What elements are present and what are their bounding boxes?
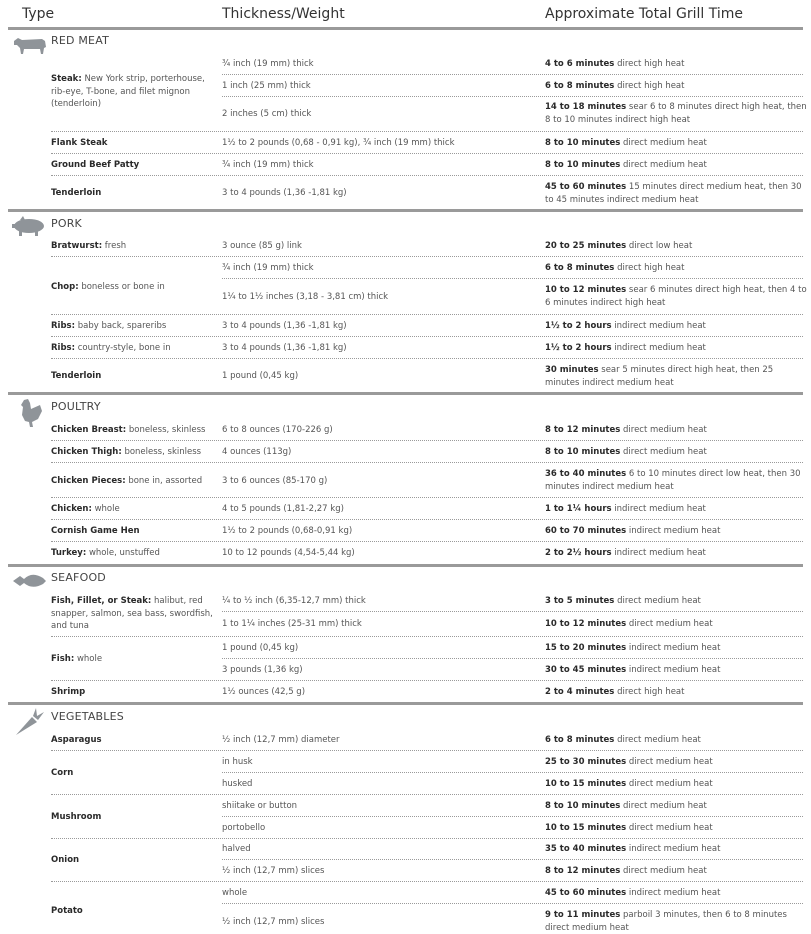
thickness-column-header: Thickness/Weight <box>222 6 345 22</box>
type-cell: Ribs: country-style, bone in <box>51 343 171 353</box>
fish-icon <box>10 568 48 594</box>
thickness-cell: 1 inch (25 mm) thick <box>222 81 311 91</box>
row-separator <box>51 541 803 542</box>
thickness-cell: ¾ inch (19 mm) thick <box>222 263 314 273</box>
row-separator <box>51 680 803 681</box>
row-separator <box>51 519 803 520</box>
section-title-poultry: POULTRY <box>51 400 101 413</box>
thickness-cell: 6 to 8 ounces (170-226 g) <box>222 425 333 435</box>
thickness-cell: 4 to 5 pounds (1,81-2,27 kg) <box>222 504 344 514</box>
thickness-cell: ¼ to ½ inch (6,35-12,7 mm) thick <box>222 596 366 606</box>
row-separator <box>51 314 803 315</box>
row-separator <box>222 658 803 659</box>
thickness-cell: 3 to 4 pounds (1,36 -1,81 kg) <box>222 188 347 198</box>
row-separator <box>51 497 803 498</box>
row-separator <box>51 881 803 882</box>
type-cell: Fish, Fillet, or Steak: halibut, red snapper, salmon, sea bass, swordfish, and tuna <box>51 596 213 632</box>
grill-time-cell: 25 to 30 minutes direct medium heat <box>545 757 713 767</box>
thickness-cell: ½ inch (12,7 mm) diameter <box>222 735 340 745</box>
row-separator <box>51 131 803 132</box>
thickness-cell: shiitake or button <box>222 801 298 811</box>
row-separator <box>51 336 803 337</box>
type-cell: Ground Beef Patty <box>51 160 140 170</box>
section-title-pork: PORK <box>51 217 82 230</box>
grill-time-cell: 6 to 8 minutes direct medium heat <box>545 735 701 745</box>
type-cell: Steak: New York strip, porterhouse, rib-eye, T-bone, and filet mignon (tenderloin) <box>51 74 205 110</box>
grill-time-cell: 8 to 12 minutes direct medium heat <box>545 866 707 876</box>
type-cell: Potato <box>51 906 83 916</box>
section-divider <box>8 209 803 212</box>
section-title-vegetables: VEGETABLES <box>51 710 124 723</box>
thickness-cell: ¾ inch (19 mm) thick <box>222 160 314 170</box>
thickness-cell: 3 pounds (1,36 kg) <box>222 665 303 675</box>
type-cell: Tenderloin <box>51 371 102 381</box>
row-separator <box>51 636 803 637</box>
grill-time-cell: 30 to 45 minutes indirect medium heat <box>545 665 721 675</box>
grill-time-cell: 8 to 10 minutes direct medium heat <box>545 160 707 170</box>
grill-time-cell: 10 to 12 minutes sear 6 minutes direct high heat, then 4 to 6 minutes indirect high heat <box>545 285 807 308</box>
grill-time-cell: 8 to 10 minutes direct medium heat <box>545 138 707 148</box>
grill-time-cell: 8 to 10 minutes direct medium heat <box>545 447 707 457</box>
row-separator <box>51 838 803 839</box>
thickness-cell: 1½ to 2 pounds (0,68-0,91 kg) <box>222 526 353 536</box>
row-separator <box>222 96 803 97</box>
grill-time-cell: 14 to 18 minutes sear 6 to 8 minutes direct high heat, then 8 to 10 minutes indirect high heat <box>545 102 807 125</box>
grill-time-cell: 8 to 12 minutes direct medium heat <box>545 425 707 435</box>
type-cell: Fish: whole <box>51 654 103 664</box>
grill-time-cell: 35 to 40 minutes indirect medium heat <box>545 844 721 854</box>
grill-time-cell: 10 to 15 minutes direct medium heat <box>545 779 713 789</box>
thickness-cell: 1½ to 2 pounds (0,68 - 0,91 kg), ¾ inch (19 mm) thick <box>222 138 455 148</box>
row-separator <box>51 358 803 359</box>
grill-time-cell: 8 to 10 minutes direct medium heat <box>545 801 707 811</box>
grill-time-cell: 4 to 6 minutes direct high heat <box>545 59 685 69</box>
row-separator <box>222 816 803 817</box>
type-cell: Ribs: baby back, spareribs <box>51 321 167 331</box>
row-separator <box>51 750 803 751</box>
row-separator <box>222 278 803 279</box>
thickness-cell: 3 to 4 pounds (1,36 -1,81 kg) <box>222 321 347 331</box>
type-cell: Turkey: whole, unstuffed <box>51 548 160 558</box>
type-cell: Tenderloin <box>51 188 102 198</box>
grill-time-cell: 45 to 60 minutes 15 minutes direct medium heat, then 30 to 45 minutes indirect medium heat <box>545 182 802 205</box>
type-cell: Chop: boneless or bone in <box>51 282 165 292</box>
row-separator <box>222 772 803 773</box>
row-separator <box>51 256 803 257</box>
thickness-cell: halved <box>222 844 251 854</box>
grill-time-cell: 15 to 20 minutes indirect medium heat <box>545 643 721 653</box>
grill-time-cell: 20 to 25 minutes direct low heat <box>545 241 693 251</box>
type-cell: Onion <box>51 855 80 865</box>
type-cell: Chicken Pieces: bone in, assorted <box>51 476 203 486</box>
type-column-header: Type <box>22 6 55 22</box>
section-divider <box>8 564 803 567</box>
grill-time-cell: 1 to 1¼ hours indirect medium heat <box>545 504 706 514</box>
thickness-cell: 3 to 6 ounces (85-170 g) <box>222 476 328 486</box>
type-cell: Asparagus <box>51 735 102 745</box>
cow-icon <box>10 32 48 58</box>
thickness-cell: 1 pound (0,45 kg) <box>222 371 299 381</box>
row-separator <box>51 153 803 154</box>
type-cell: Bratwurst: fresh <box>51 241 127 251</box>
section-divider <box>8 702 803 705</box>
chicken-icon <box>10 397 48 429</box>
grill-time-cell: 3 to 5 minutes direct medium heat <box>545 596 701 606</box>
thickness-cell: portobello <box>222 823 266 833</box>
grill-time-cell: 2 to 4 minutes direct high heat <box>545 687 685 697</box>
row-separator <box>222 611 803 612</box>
thickness-cell: ½ inch (12,7 mm) slices <box>222 917 325 927</box>
row-separator <box>222 74 803 75</box>
section-title-red-meat: RED MEAT <box>51 34 109 47</box>
thickness-cell: 1¼ to 1½ inches (3,18 - 3,81 cm) thick <box>222 292 389 302</box>
section-title-seafood: SEAFOOD <box>51 571 106 584</box>
type-cell: Chicken Breast: boneless, skinless <box>51 425 206 435</box>
grill-time-column-header: Approximate Total Grill Time <box>545 6 744 22</box>
type-cell: Mushroom <box>51 812 102 822</box>
row-separator <box>51 462 803 463</box>
type-cell: Shrimp <box>51 687 86 697</box>
thickness-cell: 3 to 4 pounds (1,36 -1,81 kg) <box>222 343 347 353</box>
grill-time-cell: 60 to 70 minutes indirect medium heat <box>545 526 721 536</box>
grill-time-cell: 10 to 12 minutes direct medium heat <box>545 619 713 629</box>
thickness-cell: ½ inch (12,7 mm) slices <box>222 866 325 876</box>
grill-time-cell: 6 to 8 minutes direct high heat <box>545 81 685 91</box>
thickness-cell: ¾ inch (19 mm) thick <box>222 59 314 69</box>
thickness-cell: 1½ ounces (42,5 g) <box>222 687 306 697</box>
thickness-cell: 4 ounces (113g) <box>222 447 292 457</box>
thickness-cell: in husk <box>222 757 253 767</box>
type-cell: Corn <box>51 768 74 778</box>
carrot-icon <box>10 706 48 738</box>
type-cell: Flank Steak <box>51 138 108 148</box>
section-divider <box>8 392 803 395</box>
grill-time-cell: 10 to 15 minutes direct medium heat <box>545 823 713 833</box>
thickness-cell: 10 to 12 pounds (4,54-5,44 kg) <box>222 548 355 558</box>
row-separator <box>51 175 803 176</box>
row-separator <box>51 794 803 795</box>
row-separator <box>222 859 803 860</box>
thickness-cell: 2 inches (5 cm) thick <box>222 109 312 119</box>
grill-time-cell: 6 to 8 minutes direct high heat <box>545 263 685 273</box>
section-divider <box>8 27 803 30</box>
thickness-cell: whole <box>222 888 248 898</box>
type-cell: Chicken: whole <box>51 504 120 514</box>
grill-time-cell: 30 minutes sear 5 minutes direct high heat, then 25 minutes indirect medium heat <box>545 365 774 388</box>
thickness-cell: husked <box>222 779 253 789</box>
grill-time-cell: 1½ to 2 hours indirect medium heat <box>545 321 706 331</box>
row-separator <box>222 903 803 904</box>
pig-icon <box>10 213 48 239</box>
type-cell: Chicken Thigh: boneless, skinless <box>51 447 202 457</box>
grill-time-cell: 36 to 40 minutes 6 to 10 minutes direct low heat, then 30 minutes indirect medium heat <box>545 469 801 492</box>
thickness-cell: 1 pound (0,45 kg) <box>222 643 299 653</box>
type-cell: Cornish Game Hen <box>51 526 140 536</box>
grill-time-cell: 1½ to 2 hours indirect medium heat <box>545 343 706 353</box>
row-separator <box>51 440 803 441</box>
grill-time-cell: 2 to 2½ hours indirect medium heat <box>545 548 706 558</box>
grill-time-cell: 45 to 60 minutes indirect medium heat <box>545 888 721 898</box>
thickness-cell: 3 ounce (85 g) link <box>222 241 302 251</box>
thickness-cell: 1 to 1¼ inches (25-31 mm) thick <box>222 619 362 629</box>
grill-time-cell: 9 to 11 minutes parboil 3 minutes, then 6 to 8 minutes direct medium heat <box>545 910 787 933</box>
